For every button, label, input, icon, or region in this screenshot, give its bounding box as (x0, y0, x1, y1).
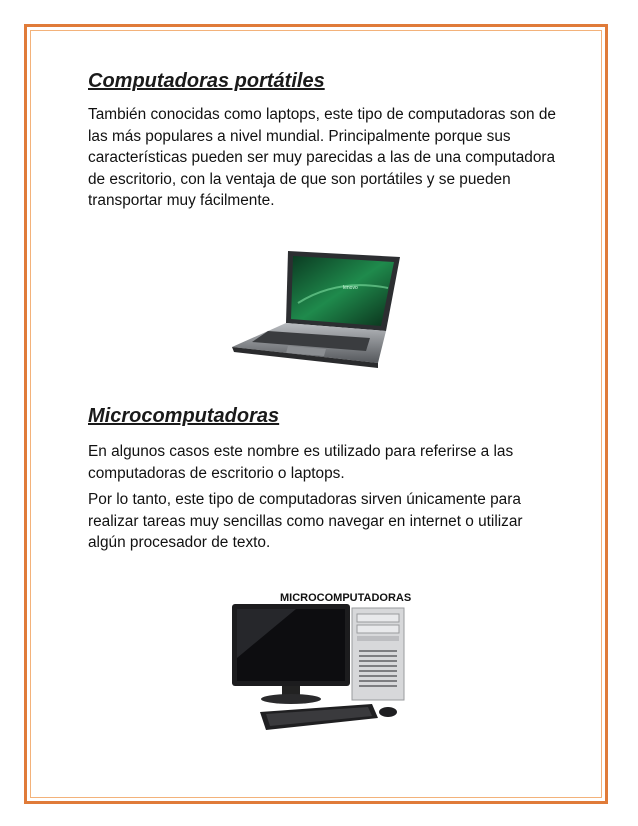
image-caption: MICROCOMPUTADORAS (280, 592, 412, 604)
laptop-screen-text: lenovo (343, 285, 358, 291)
desktop-computer-image (226, 588, 416, 733)
paragraph-laptops: También conocidas como laptops, este tipo de computadoras son de las más populares a nivel mundial. Principalmente porque sus características pueden ser muy parecidas a las de una computadora de escritorio, con la ventaja de que son portátiles y se pueden transportar muy fácilmente. (88, 106, 556, 209)
section-title-laptops: Computadoras portátiles (88, 70, 325, 92)
laptop-image (228, 243, 408, 373)
paragraph-microcomputers-2: Por lo tanto, este tipo de computadoras sirven únicamente para realizar tareas muy sencillas como navegar en internet o utilizar algún procesador de texto. (88, 491, 523, 551)
paragraph-microcomputers-1: En algunos casos este nombre es utilizado para referirse a las computadoras de escritorio o laptops. (88, 443, 514, 482)
section-title-microcomputers: Microcomputadoras (88, 405, 280, 427)
